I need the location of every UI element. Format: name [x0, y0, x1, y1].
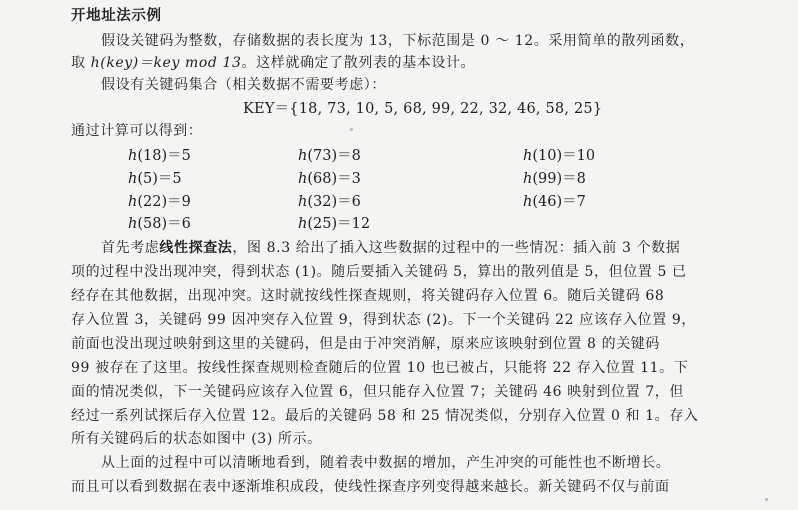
para1-line-9: 所有关键码后的状态如图中 (3) 所示。 — [71, 431, 322, 447]
para1-line-2: 项的过程中没出现冲突，得到状态 (1)。随后要插入关键码 5，算出的散列值是 5，但位置 5 已 — [71, 264, 687, 280]
para1-line-4: 存入位置 3，关键码 99 因冲突存入位置 9，得到状态 (2)。下一个关键码 22 应该存入位置 9， — [71, 312, 696, 328]
intro-line-2-prefix: 取 — [71, 55, 91, 71]
hash-value: h(68)＝3 — [298, 171, 361, 187]
key-set: KEY＝{18, 73, 10, 5, 68, 99, 22, 32, 46, 58, 25} — [243, 101, 603, 117]
intro-line-2-suffix: 。这样就确定了散列表的基本设计。 — [241, 55, 476, 71]
intro-line-2 — [71, 53, 475, 73]
section-heading: 开地址法示例 — [71, 7, 162, 24]
para1-line-8: 经过一系列试探后存入位置 12。最后的关键码 58 和 25 情况类似，分别存入位置 0 和 1。存入 — [71, 408, 699, 424]
hash-value: h(58)＝6 — [128, 216, 191, 232]
para1-line-6: 99 被存在了这里。按线性探查规则检查随后的位置 10 也已被占，只能将 22 存入位置 11。下 — [71, 360, 689, 376]
para1-line-7: 面的情况类似，下一关键码应该存入位置 6，但只能存入位置 7；关键码 46 映射到位置 7，但 — [71, 384, 684, 400]
para2-line-1: 从上面的过程中可以清晰地看到，随着表中数据的增加，产生冲突的可能性也不断增长。 — [101, 455, 671, 471]
para1-line-5: 前面也没出现过映射到这里的关键码，但是由于冲突消解，原来应该映射到位置 8 的关键码 — [71, 336, 661, 352]
hash-value: h(18)＝5 — [128, 148, 191, 164]
hash-value: h(46)＝7 — [523, 194, 586, 210]
compute-line: 通过计算可以得到： — [71, 123, 203, 139]
hash-value: h(10)＝10 — [523, 148, 596, 164]
para1-line-1-c: ，图 8.3 给出了插入这些数据的过程中的一些情况：插入前 3 个数据 — [232, 240, 681, 256]
para1-line-1 — [101, 238, 680, 258]
hash-value: h(73)＝8 — [298, 148, 361, 164]
scan-speck — [350, 128, 353, 131]
para2-line-2: 而且可以看到数据在表中逐渐堆积成段，使线性探查序列变得越来越长。新关键码不仅与前面 — [71, 479, 670, 495]
hash-value: h(25)＝12 — [298, 216, 371, 232]
para1-line-1-a: 首先考虑 — [101, 240, 160, 256]
para1-line-3: 经存在其他数据，出现冲突。这时就按线性探查规则，将关键码存入位置 6。随后关键码 68 — [71, 288, 665, 304]
hash-value: h(32)＝6 — [298, 194, 361, 210]
hash-value: h(22)＝9 — [128, 194, 191, 210]
scan-speck — [765, 498, 768, 501]
hash-value: h(5)＝5 — [128, 171, 182, 187]
intro-line-1: 假设关键码为整数，存储数据的表长度为 13，下标范围是 0 ～ 12。采用简单的散列函数， — [101, 33, 695, 49]
intro-line-3: 假设有关键码集合（相关数据不需要考虑）： — [101, 77, 386, 93]
hash-function-formula: h(key)＝key mod 13 — [90, 55, 242, 71]
hash-value: h(99)＝8 — [523, 171, 586, 187]
linear-probing-term: 线性探查法 — [159, 240, 233, 256]
